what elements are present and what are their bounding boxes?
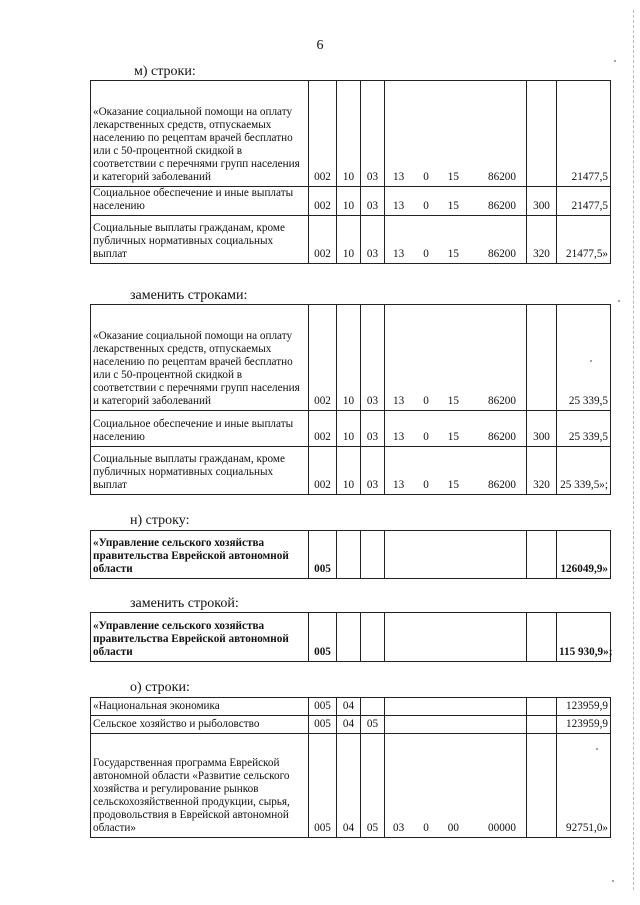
subsection-code: 03 — [361, 216, 385, 264]
scan-speck — [618, 300, 620, 302]
target-article-part: 00000 — [488, 822, 516, 834]
row-name: «Оказание социальной помощи на оплату лекарственных средств, отпускаемых населению по рецептам врачей бесплатно или с 50-процентной скидкой в соответствии с перечнями групп населения и категорий заболеваний — [91, 305, 309, 411]
scan-speck — [590, 360, 592, 362]
row-name: Социальные выплаты гражданам, кроме публичных нормативных социальных выплат — [91, 447, 309, 495]
ministry-code: 002 — [309, 216, 337, 264]
table-row — [91, 187, 611, 216]
page-number: 6 — [316, 38, 324, 53]
target-article-part: 15 — [447, 200, 459, 212]
budget-table — [90, 530, 611, 579]
table-row — [91, 305, 611, 411]
target-article-part: 13 — [393, 395, 405, 407]
ministry-code: 005 — [309, 613, 337, 662]
target-article-part: 86200 — [488, 479, 516, 491]
target-article-code — [385, 216, 527, 264]
target-article-part: 0 — [423, 822, 429, 834]
section-heading: н) строку: — [130, 513, 190, 528]
row-name: «Управление сельского хозяйства правительства Еврейской автономной области — [91, 531, 309, 579]
target-article-part: 13 — [393, 431, 405, 443]
amount: 25 339,5 — [557, 411, 611, 447]
target-article-code — [385, 305, 527, 411]
row-name: Социальное обеспечение и иные выплаты населению — [91, 187, 309, 216]
row-name: «Управление сельского хозяйства правительства Еврейской автономной области — [91, 613, 309, 662]
expense-type-code — [527, 613, 557, 662]
target-article-part: 0 — [423, 200, 429, 212]
target-article-code — [385, 734, 527, 838]
target-article-code — [385, 613, 527, 662]
target-article-part: 15 — [447, 395, 459, 407]
scan-speck — [612, 880, 614, 882]
expense-type-code — [527, 716, 557, 734]
section-code: 10 — [337, 187, 361, 216]
section-code: 10 — [337, 216, 361, 264]
amount: 126049,9» — [557, 531, 611, 579]
section-code — [337, 531, 361, 579]
expense-type-code — [527, 698, 557, 716]
target-article-code — [385, 447, 527, 495]
target-article-part: 0 — [423, 171, 429, 183]
table-row — [91, 734, 611, 838]
ministry-code: 005 — [309, 698, 337, 716]
subsection-code: 03 — [361, 187, 385, 216]
subsection-code: 03 — [361, 81, 385, 187]
amount: 25 339,5 — [557, 305, 611, 411]
ministry-code: 002 — [309, 81, 337, 187]
table-row — [91, 716, 611, 734]
row-name: Социальное обеспечение и иные выплаты населению — [91, 411, 309, 447]
table-row — [91, 81, 611, 187]
amount: 92751,0» — [557, 734, 611, 838]
target-article-code — [385, 698, 527, 716]
target-article-part: 15 — [447, 431, 459, 443]
budget-table — [90, 80, 611, 264]
section-heading: м) строки: — [134, 64, 196, 79]
section-code: 10 — [337, 411, 361, 447]
row-name: «Оказание социальной помощи на оплату лекарственных средств, отпускаемых населению по рецептам врачей бесплатно или с 50-процентной скидкой в соответствии с перечнями групп населения и категорий заболеваний — [91, 81, 309, 187]
table-row — [91, 447, 611, 495]
target-article-part: 13 — [393, 479, 405, 491]
table-row — [91, 698, 611, 716]
target-article-code — [385, 187, 527, 216]
row-name: Социальные выплаты гражданам, кроме публичных нормативных социальных выплат — [91, 216, 309, 264]
scan-speck — [596, 748, 598, 750]
amount: 25 339,5»; — [557, 447, 611, 495]
ministry-code: 005 — [309, 734, 337, 838]
expense-type-code: 300 — [527, 187, 557, 216]
amount: 21477,5» — [557, 216, 611, 264]
ministry-code: 005 — [309, 531, 337, 579]
amount: 123959,9 — [557, 698, 611, 716]
subsection-code — [361, 698, 385, 716]
table-row — [91, 613, 611, 662]
table-row — [91, 216, 611, 264]
amount: 115 930,9»; — [557, 613, 611, 662]
ministry-code: 002 — [309, 447, 337, 495]
section-code: 10 — [337, 447, 361, 495]
section-heading: заменить строками: — [130, 288, 248, 303]
row-name: «Национальная экономика — [91, 698, 309, 716]
subsection-code: 05 — [361, 734, 385, 838]
expense-type-code — [527, 81, 557, 187]
section-heading: о) строки: — [130, 680, 190, 695]
subsection-code — [361, 531, 385, 579]
subsection-code — [361, 613, 385, 662]
expense-type-code: 300 — [527, 411, 557, 447]
section-code: 04 — [337, 698, 361, 716]
target-article-part: 86200 — [488, 431, 516, 443]
target-article-part: 86200 — [488, 395, 516, 407]
row-name: Сельское хозяйство и рыболовство — [91, 716, 309, 734]
section-code: 10 — [337, 81, 361, 187]
target-article-part: 15 — [447, 171, 459, 183]
target-article-part: 86200 — [488, 200, 516, 212]
section-code — [337, 613, 361, 662]
expense-type-code — [527, 734, 557, 838]
expense-type-code: 320 — [527, 216, 557, 264]
target-article-code — [385, 716, 527, 734]
target-article-part: 13 — [393, 200, 405, 212]
target-article-code — [385, 531, 527, 579]
target-article-part: 86200 — [488, 248, 516, 260]
expense-type-code: 320 — [527, 447, 557, 495]
subsection-code: 03 — [361, 411, 385, 447]
subsection-code: 05 — [361, 716, 385, 734]
scan-edge-artifact — [632, 10, 634, 890]
target-article-part: 13 — [393, 171, 405, 183]
section-code: 04 — [337, 734, 361, 838]
ministry-code: 002 — [309, 411, 337, 447]
target-article-part: 00 — [447, 822, 459, 834]
ministry-code: 002 — [309, 187, 337, 216]
ministry-code: 005 — [309, 716, 337, 734]
section-heading: заменить строкой: — [130, 596, 239, 611]
target-article-code — [385, 411, 527, 447]
budget-table — [90, 697, 611, 838]
amount: 21477,5 — [557, 81, 611, 187]
section-code: 04 — [337, 716, 361, 734]
target-article-part: 13 — [393, 248, 405, 260]
amount: 21477,5 — [557, 187, 611, 216]
budget-table — [90, 304, 611, 495]
target-article-code — [385, 81, 527, 187]
section-code: 10 — [337, 305, 361, 411]
subsection-code: 03 — [361, 447, 385, 495]
target-article-part: 86200 — [488, 171, 516, 183]
amount: 123959,9 — [557, 716, 611, 734]
expense-type-code — [527, 531, 557, 579]
row-name: Государственная программа Еврейской автономной области «Развитие сельского хозяйства и регулирование рынков сельскохозяйственной продукции, сырья, продовольствия в Еврейской автономной области» — [91, 734, 309, 838]
scan-speck — [614, 60, 616, 62]
subsection-code: 03 — [361, 305, 385, 411]
table-row — [91, 531, 611, 579]
table-row — [91, 411, 611, 447]
target-article-part: 0 — [423, 431, 429, 443]
target-article-part: 0 — [423, 479, 429, 491]
expense-type-code — [527, 305, 557, 411]
target-article-part: 15 — [447, 248, 459, 260]
ministry-code: 002 — [309, 305, 337, 411]
target-article-part: 03 — [393, 822, 405, 834]
target-article-part: 0 — [423, 248, 429, 260]
budget-table — [90, 612, 611, 662]
target-article-part: 15 — [447, 479, 459, 491]
target-article-part: 0 — [423, 395, 429, 407]
